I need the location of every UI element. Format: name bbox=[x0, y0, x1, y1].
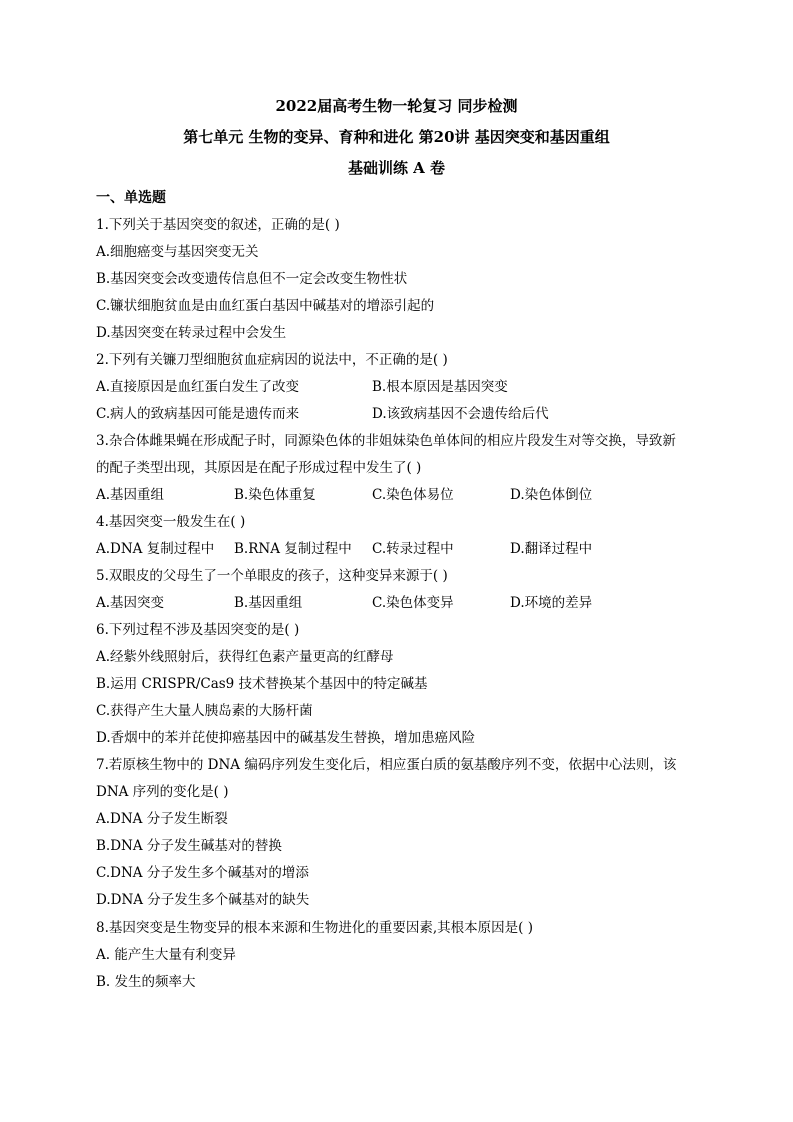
question-5-option-d: D.环境的差异 bbox=[510, 595, 593, 611]
question-2-option-a: A.直接原因是血红蛋白发生了改变 bbox=[96, 379, 300, 395]
question-7-option-a: A.DNA 分子发生断裂 bbox=[96, 811, 228, 827]
question-2-stem: 2.下列有关镰刀型细胞贫血症病因的说法中，不正确的是( ) bbox=[96, 352, 448, 368]
question-5-stem: 5.双眼皮的父母生了一个单眼皮的孩子，这种变异来源于( ) bbox=[96, 568, 448, 584]
question-3-stem: 3.杂合体雌果蝇在形成配子时，同源染色体的非姐妹染色单体间的相应片段发生对等交换，导致新 bbox=[96, 433, 676, 449]
question-8-option-a: A. 能产生大量有利变异 bbox=[96, 947, 236, 963]
question-7-stem-cont: DNA 序列的变化是( ) bbox=[96, 784, 229, 800]
question-7-option-c: C.DNA 分子发生多个碱基对的增添 bbox=[96, 865, 309, 881]
question-7-stem: 7.若原核生物中的 DNA 编码序列发生变化后，相应蛋白质的氨基酸序列不变，依据中心法则，该 bbox=[96, 757, 677, 773]
question-2-option-b: B.根本原因是基因突变 bbox=[372, 379, 508, 395]
question-6-option-d: D.香烟中的苯并芘使抑癌基因中的碱基发生替换，增加患癌风险 bbox=[96, 730, 476, 746]
question-6-option-c: C.获得产生大量人胰岛素的大肠杆菌 bbox=[96, 703, 313, 719]
question-7-option-d: D.DNA 分子发生多个碱基对的缺失 bbox=[96, 892, 310, 908]
question-6-option-b: B.运用 CRISPR/Cas9 技术替换某个基因中的特定碱基 bbox=[96, 676, 428, 692]
question-8-stem: 8.基因突变是生物变异的根本来源和生物进化的重要因素,其根本原因是( ) bbox=[96, 920, 533, 936]
question-6-option-a: A.经紫外线照射后，获得红色素产量更高的红酵母 bbox=[96, 649, 394, 665]
exam-title: 基础训练 A 卷 bbox=[347, 159, 446, 177]
question-3-option-c: C.染色体易位 bbox=[372, 487, 454, 503]
question-8-option-b: B. 发生的频率大 bbox=[96, 974, 196, 990]
question-3-option-d: D.染色体倒位 bbox=[510, 487, 593, 503]
question-6-stem: 6.下列过程不涉及基因突变的是( ) bbox=[96, 622, 300, 638]
question-5-option-a: A.基因突变 bbox=[96, 595, 165, 611]
question-4-stem: 4.基因突变一般发生在( ) bbox=[96, 514, 246, 530]
question-3-option-a: A.基因重组 bbox=[96, 487, 165, 503]
question-1-stem: 1.下列关于基因突变的叙述，正确的是( ) bbox=[96, 217, 340, 233]
document-title: 2022届高考生物一轮复习 同步检测 bbox=[275, 97, 518, 115]
question-7-option-b: B.DNA 分子发生碱基对的替换 bbox=[96, 838, 282, 854]
section-heading: 一、单选题 bbox=[96, 190, 166, 206]
unit-title: 第七单元 生物的变异、育种和进化 第20讲 基因突变和基因重组 bbox=[183, 128, 610, 146]
question-4-option-d: D.翻译过程中 bbox=[510, 541, 593, 557]
question-3-option-b: B.染色体重复 bbox=[234, 487, 316, 503]
question-1-option-b: B.基因突变会改变遗传信息但不一定会改变生物性状 bbox=[96, 271, 408, 287]
question-2-option-d: D.该致病基因不会遗传给后代 bbox=[372, 406, 549, 422]
question-1-option-c: C.镰状细胞贫血是由血红蛋白基因中碱基对的增添引起的 bbox=[96, 298, 435, 314]
question-4-option-b: B.RNA 复制过程中 bbox=[234, 541, 352, 557]
question-4-option-c: C.转录过程中 bbox=[372, 541, 454, 557]
question-3-stem-cont: 的配子类型出现，其原因是在配子形成过程中发生了( ) bbox=[96, 460, 422, 476]
question-4-option-a: A.DNA 复制过程中 bbox=[96, 541, 215, 557]
question-5-option-c: C.染色体变异 bbox=[372, 595, 454, 611]
question-2-option-c: C.病人的致病基因可能是遗传而来 bbox=[96, 406, 300, 422]
question-1-option-a: A.细胞癌变与基因突变无关 bbox=[96, 244, 259, 260]
question-5-option-b: B.基因重组 bbox=[234, 595, 303, 611]
question-1-option-d: D.基因突变在转录过程中会发生 bbox=[96, 325, 287, 341]
